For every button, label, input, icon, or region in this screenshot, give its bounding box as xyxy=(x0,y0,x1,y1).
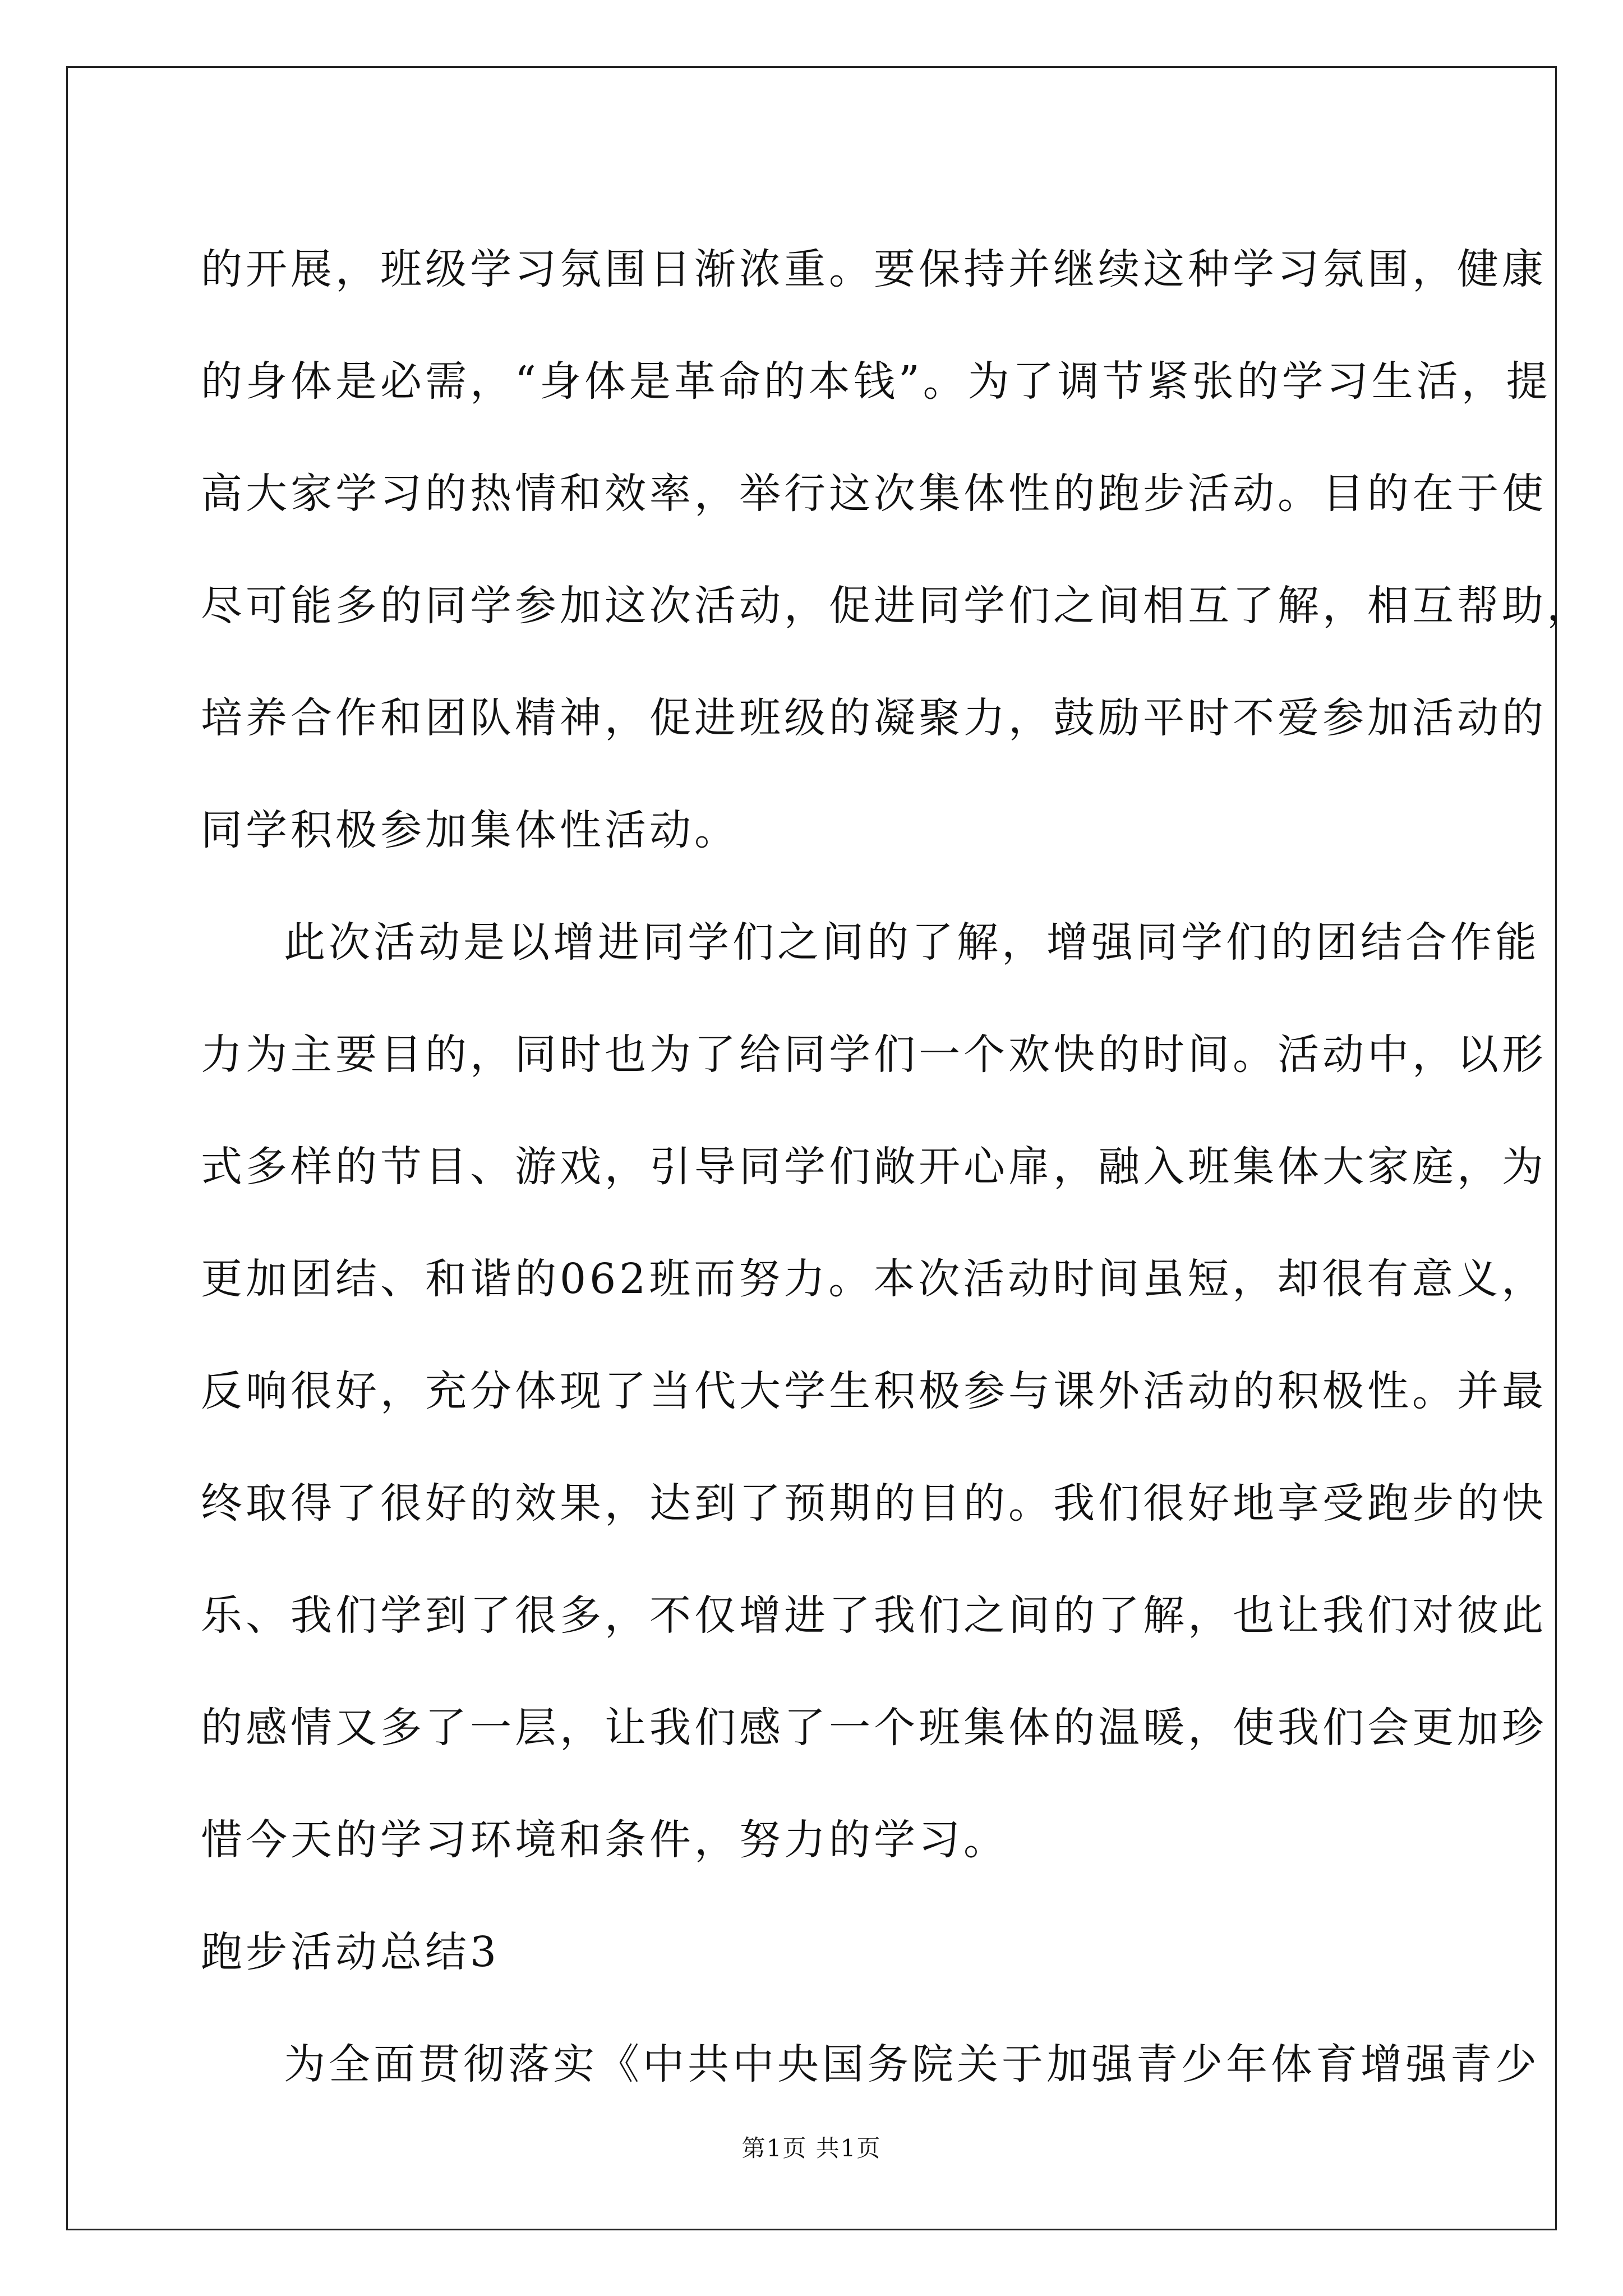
text-line: 式多样的节目、游戏，引导同学们敞开心扉，融入班集体大家庭，为 xyxy=(201,1143,1547,1191)
text-line: 为全面贯彻落实《中共中央国务院关于加强青少年体育增强青少 xyxy=(284,2040,1540,2088)
text-line: 培养合作和团队精神，促进班级的凝聚力，鼓励平时不爱参加活动的 xyxy=(201,694,1547,742)
section-heading: 跑步活动总结3 xyxy=(201,1928,500,1976)
text-line: 尽可能多的同学参加这次活动，促进同学们之间相互了解，相互帮助， xyxy=(201,582,1592,630)
text-line: 更加团结、和谐的062班而努力。本次活动时间虽短，却很有意义， xyxy=(201,1255,1547,1303)
text-line: 乐、我们学到了很多，不仅增进了我们之间的了解，也让我们对彼此 xyxy=(201,1591,1547,1640)
text-line: 的身体是必需，“身体是革命的本钱”。为了调节紧张的学习生活，提 xyxy=(201,357,1551,406)
text-line: 反响很好，充分体现了当代大学生积极参与课外活动的积极性。并最 xyxy=(201,1367,1547,1415)
text-line: 此次活动是以增进同学们之间的了解，增强同学们的团结合作能 xyxy=(284,918,1540,967)
text-line: 惜今天的学习环境和条件，努力的学习。 xyxy=(201,1816,1008,1864)
page-footer: 第1页 共1页 xyxy=(741,2134,882,2162)
text-line: 的开展，班级学习氛围日渐浓重。要保持并继续这种学习氛围，健康 xyxy=(201,245,1547,293)
text-line: 力为主要目的，同时也为了给同学们一个欢快的时间。活动中，以形 xyxy=(201,1030,1547,1079)
text-line: 终取得了很好的效果，达到了预期的目的。我们很好地享受跑步的快 xyxy=(201,1479,1547,1527)
document-body xyxy=(201,213,1592,2120)
text-line: 高大家学习的热情和效率，举行这次集体性的跑步活动。目的在于使 xyxy=(201,470,1547,518)
text-line: 同学积极参加集体性活动。 xyxy=(201,806,739,854)
text-line: 的感情又多了一层，让我们感了一个班集体的温暖，使我们会更加珍 xyxy=(201,1704,1547,1752)
